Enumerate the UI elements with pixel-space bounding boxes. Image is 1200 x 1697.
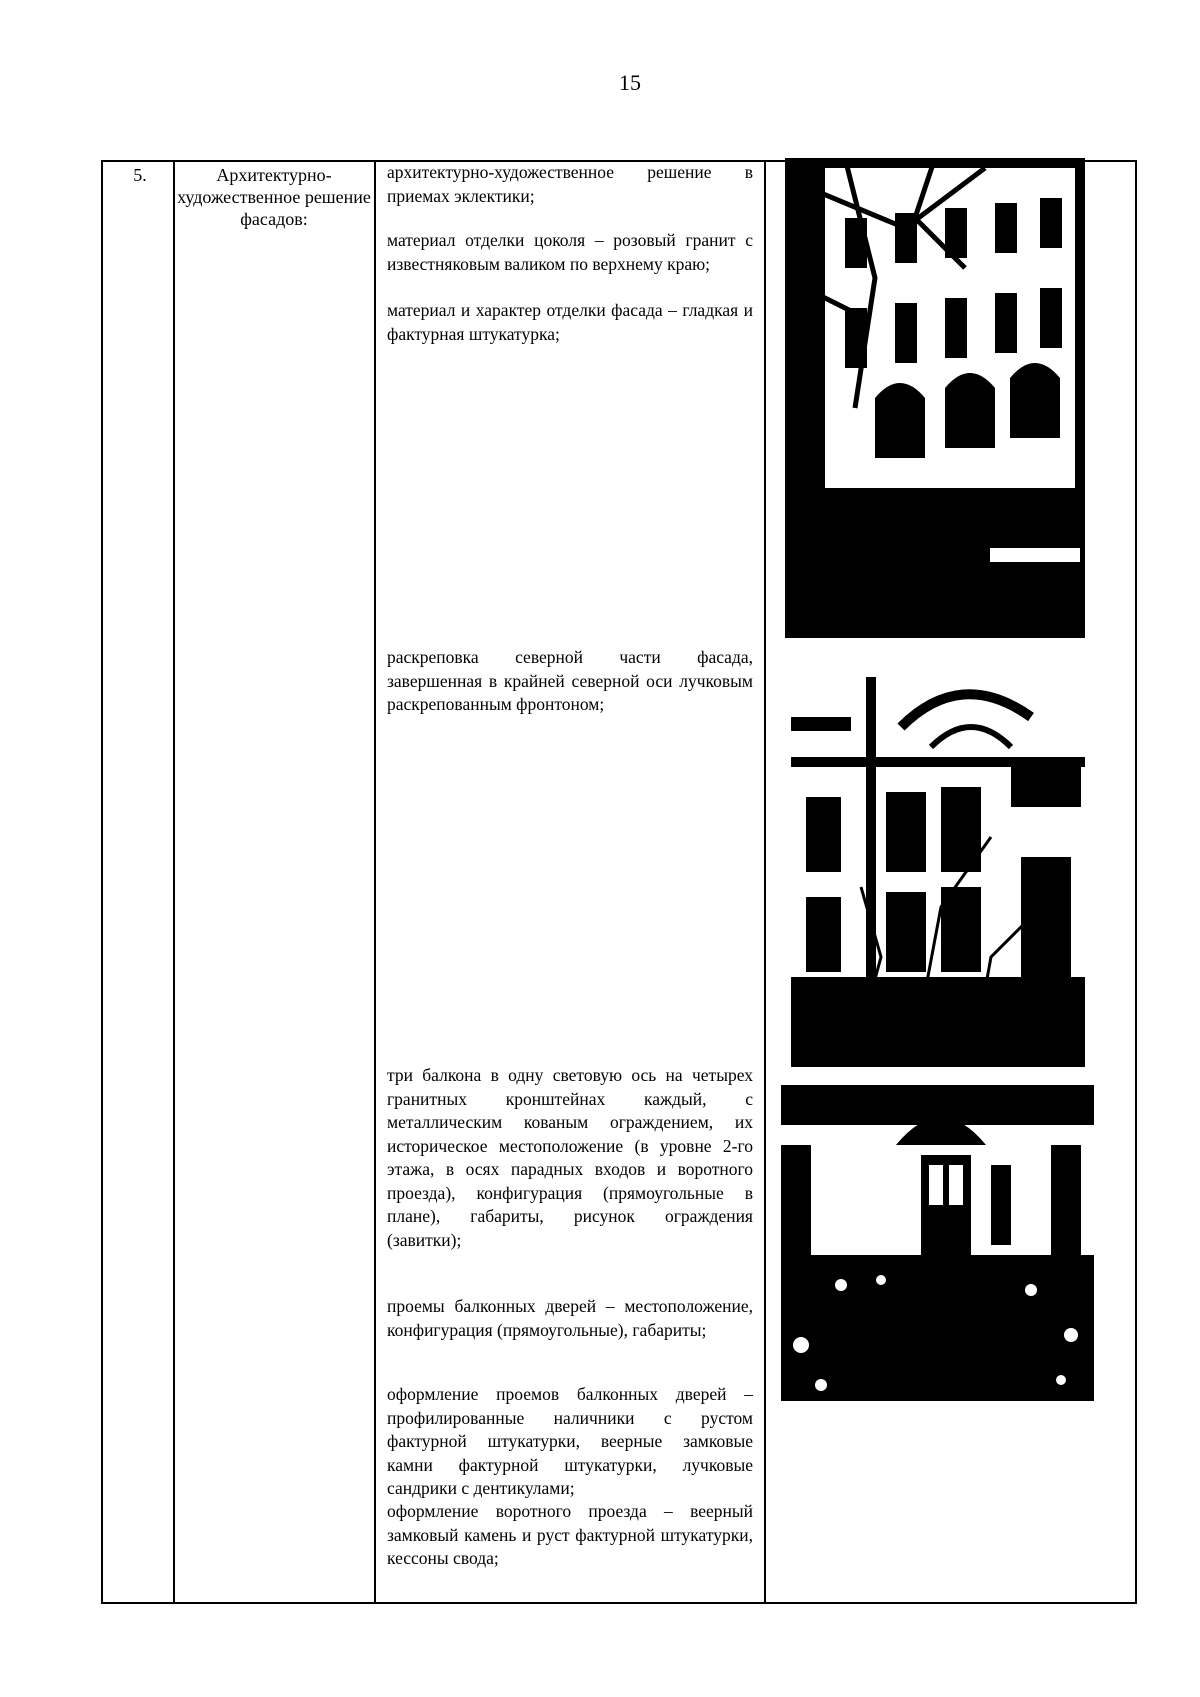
description-balconies: три балкона в одну световую ось на четырех гранитных кронштейнах каждый, с металлическим кованым ограждением, их историческое местоположение (в уровне 2-го этажа, в осях парадных входов и воротного проезда), конфигурация (прямоугольные в плане), габариты, рисунок ограждения (завитки); [387,1065,753,1250]
row-number: 5. [133,165,147,185]
facade-photo-image [785,158,1085,638]
description-gateway: оформление воротного проезда – веерный замковый камень и руст фактурной штукатурки, кессоны свода; [387,1501,753,1568]
column-divider [764,162,766,1602]
description-door-framing: оформление проемов балконных дверей – профилированные наличники с рустом фактурной штукатурки, веерные замковые камни фактурной штукатурки, лучковые сандрики с дентикулами; [387,1384,753,1498]
description-plinth: материал отделки цоколя – розовый гранит с известняковым валиком по верхнему краю; [387,230,753,274]
page-number: 15 [619,70,641,95]
row-name: Архитектурно-художественное решение фасадов: [177,165,371,229]
balcony-photo-image [781,1085,1094,1401]
description-north-projection: раскреповка северной части фасада, завершенная в крайней северной оси лучковым раскрепованным фронтоном; [387,647,753,714]
description-balcony-doors: проемы балконных дверей – местоположение, конфигурация (прямоугольные), габариты; [387,1296,753,1340]
description-eclecticism: архитектурно-художественное решение в приемах эклектики; [387,162,753,206]
column-divider [374,162,376,1602]
column-divider [173,162,175,1602]
features-table [101,160,1137,1604]
description-facade-finish: материал и характер отделки фасада – гладкая и фактурная штукатурка; [387,300,753,344]
north-projection-photo-image [791,657,1085,1067]
